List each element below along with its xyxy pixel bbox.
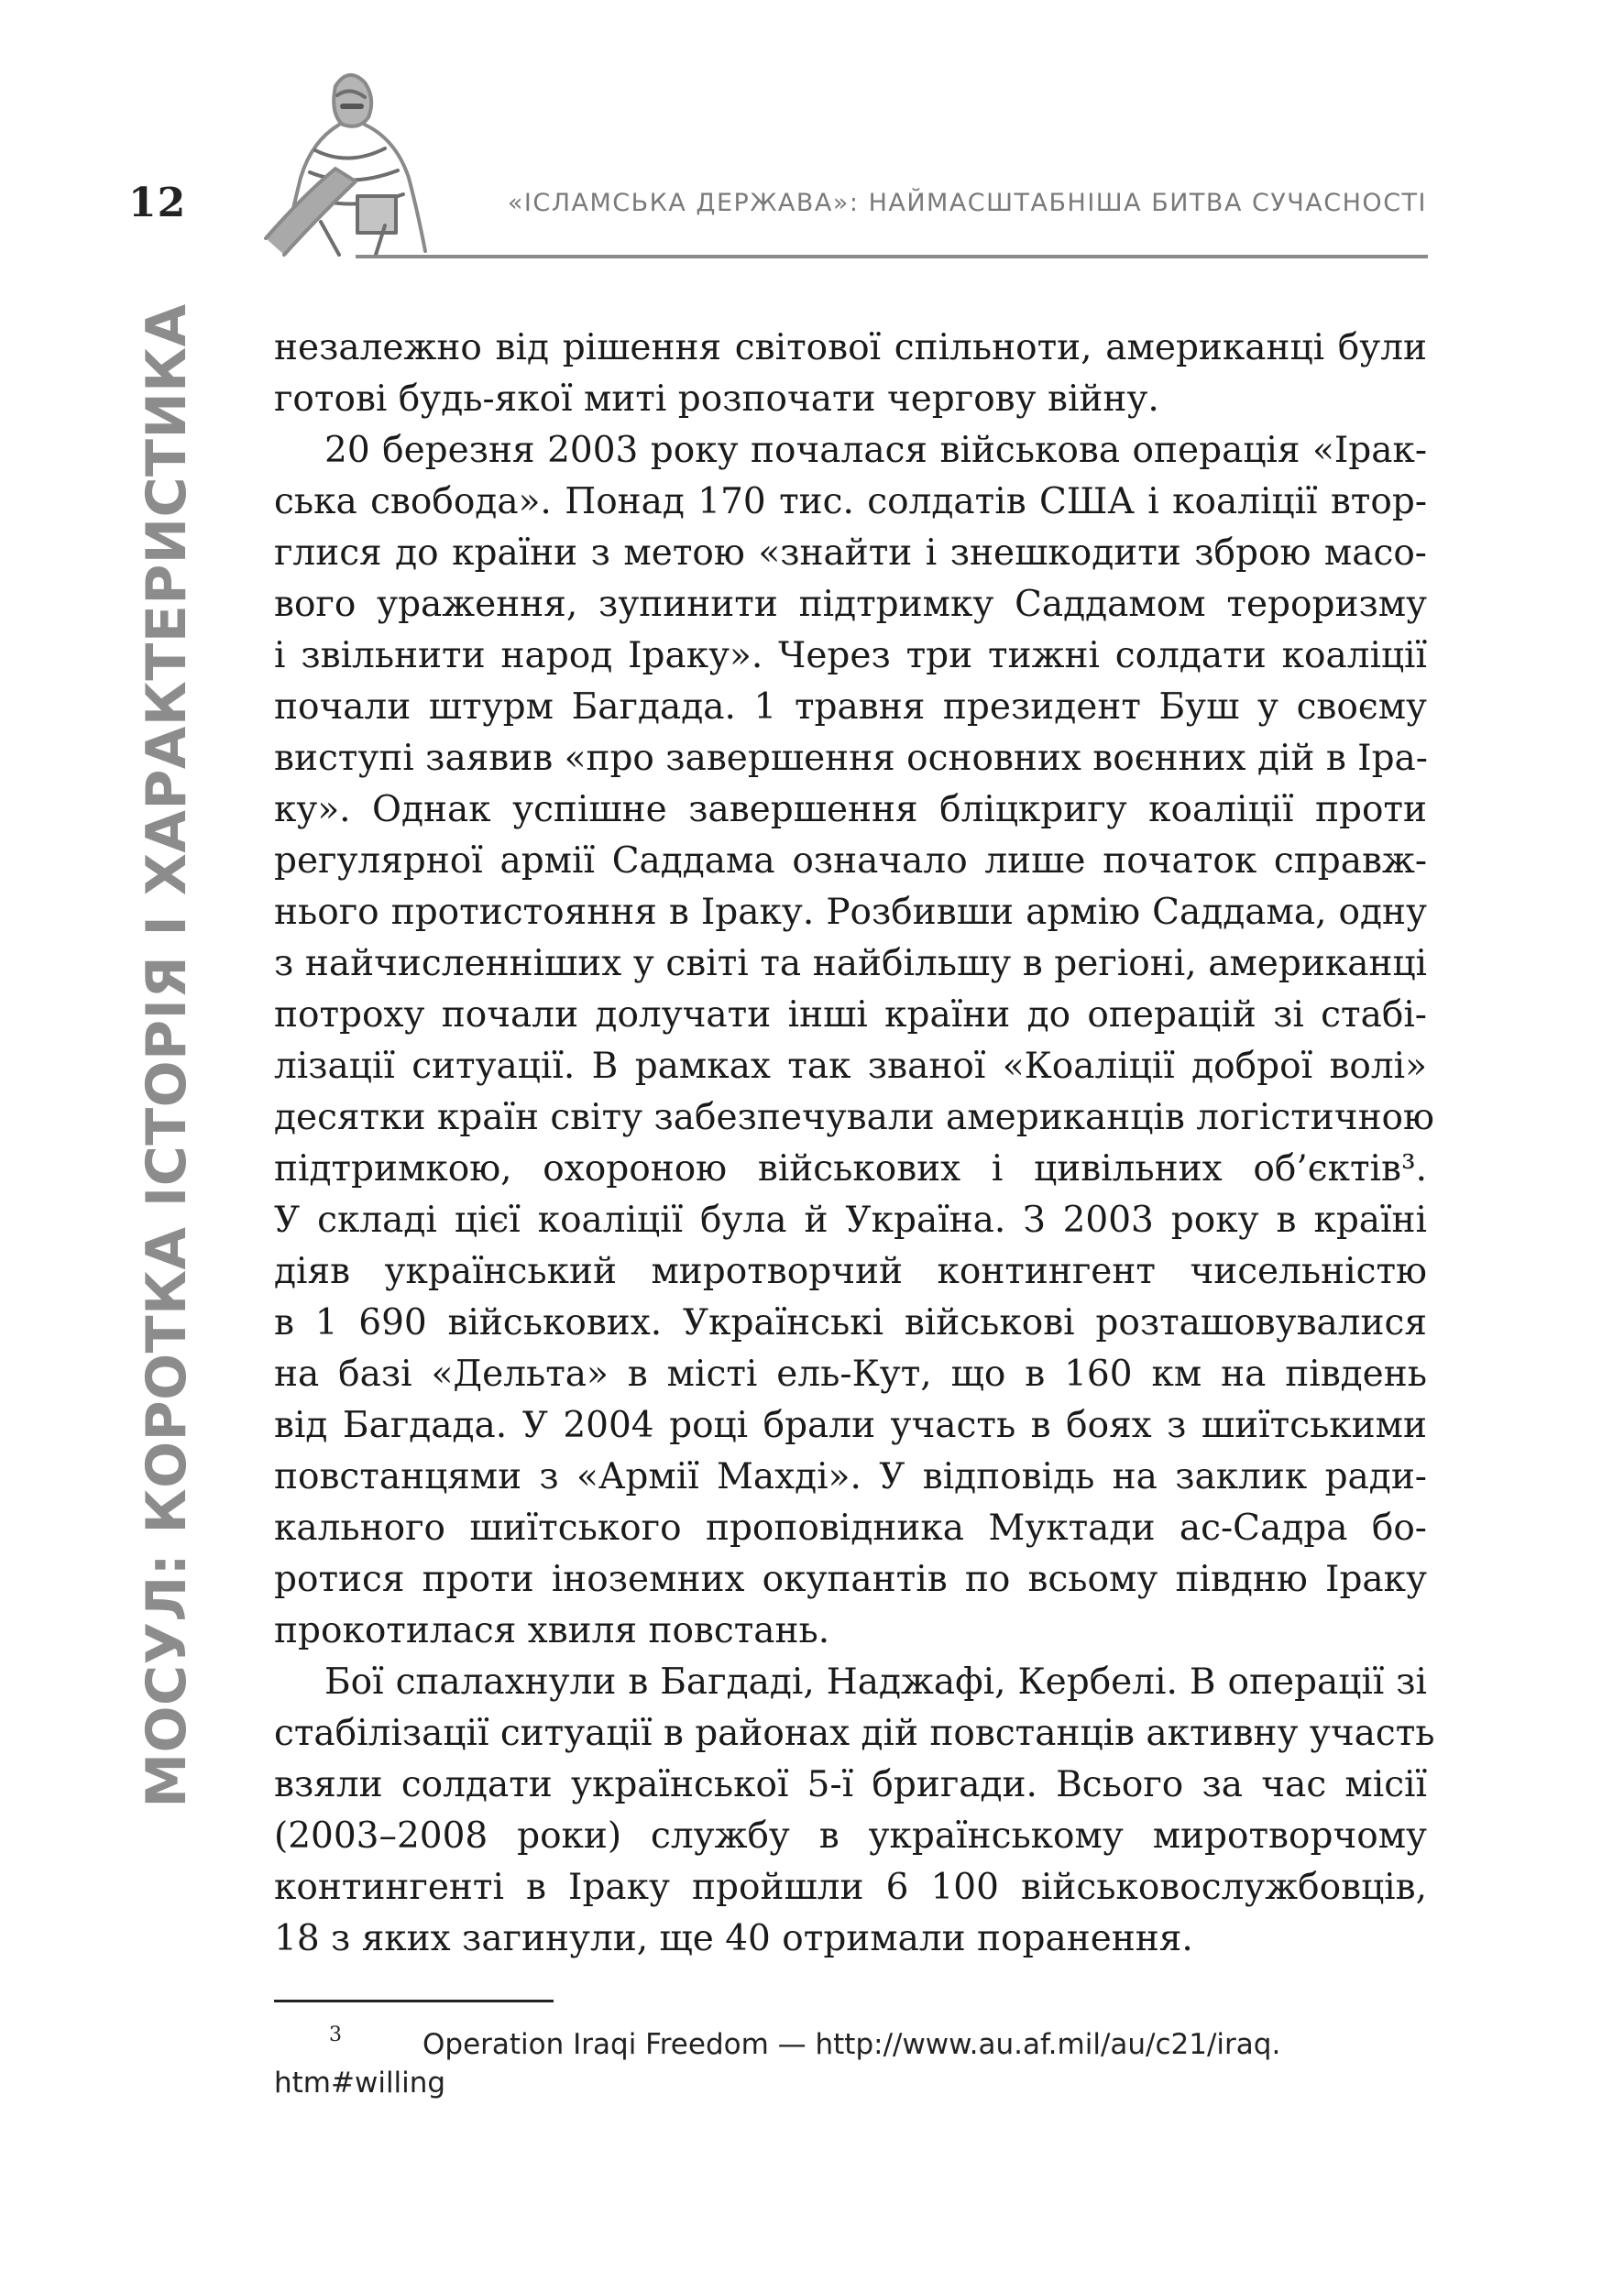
header-rule bbox=[356, 255, 1428, 258]
body-line: ська свобода». Понад 170 тис. солдатів США і коаліції втор- bbox=[274, 481, 1427, 522]
body-line: глися до країни з метою «знайти і знешкодити зброю масо- bbox=[274, 532, 1427, 574]
body-line: 18 з яких загинули, ще 40 отримали поранення. bbox=[274, 1918, 1193, 1959]
body-line: в 1 690 військових. Українські військові розташовувалися bbox=[274, 1302, 1427, 1343]
body-line: контингенті в Іраку пройшли 6 100 військовослужбовців, bbox=[274, 1867, 1427, 1908]
body-line: повстанцями з «Армії Махді». У відповідь на заклик ради- bbox=[274, 1456, 1427, 1497]
body-line: на базі «Дельта» в місті ель-Кут, що в 160 км на південь bbox=[274, 1354, 1427, 1395]
body-line: (2003–2008 роки) службу в українському миротворчому bbox=[274, 1815, 1427, 1857]
body-line: ку». Однак успішне завершення бліцкригу коаліції проти bbox=[274, 789, 1427, 830]
body-line: з найчисленніших у світі та найбільшу в регіоні, американці bbox=[274, 943, 1427, 984]
body-line: і звільнити народ Іраку». Через три тижні солдати коаліції bbox=[274, 635, 1427, 676]
body-line: вого ураження, зупинити підтримку Саддамом тероризму bbox=[274, 584, 1427, 625]
footnote-mark: 3 bbox=[329, 2023, 342, 2046]
footnote-text: Operation Iraqi Freedom — http://www.au.af.mil/au/c21/iraq. bbox=[422, 2028, 1281, 2061]
body-line: регулярної армії Саддама означало лише початок справж- bbox=[274, 840, 1427, 882]
body-line: взяли солдати української 5-ї бригади. Всього за час місії bbox=[274, 1764, 1427, 1805]
body-line: кального шиїтського проповідника Муктади ас-Садра бо- bbox=[274, 1508, 1427, 1549]
side-title-text: МОСУЛ: КОРОТКА ІСТОРІЯ І ХАРАКТЕРИСТИКА bbox=[135, 303, 199, 1808]
body-line: нього протистояння в Іраку. Розбивши армію Саддама, одну bbox=[274, 892, 1427, 933]
page-number: 12 bbox=[128, 180, 187, 226]
body-line: діяв український миротворчий контингент чисельністю bbox=[274, 1251, 1427, 1292]
body-line: лізації ситуації. В рамках так званої «Коаліції доброї волі» bbox=[274, 1046, 1427, 1087]
body-line: прокотилася хвиля повстань. bbox=[274, 1610, 830, 1651]
soldier-illustration bbox=[247, 59, 449, 260]
body-line: ротися проти іноземних окупантів по всьому півдню Іраку bbox=[274, 1559, 1427, 1600]
side-title-vertical bbox=[116, 303, 217, 1808]
body-line: 20 березня 2003 року почалася військова операція «Ірак- bbox=[324, 430, 1427, 471]
body-line: У складі цієї коаліції була й Україна. З 2003 року в країні bbox=[274, 1200, 1427, 1241]
footnote-rule bbox=[274, 2000, 554, 2002]
body-line: десятки країн світу забезпечували американців логістичною bbox=[274, 1097, 1434, 1138]
body-line: Бої спалахнули в Багдаді, Наджафі, Кербелі. В операції зі bbox=[324, 1661, 1427, 1703]
body-line: підтримкою, охороною військових і цивільних об’єктів³. bbox=[274, 1148, 1427, 1190]
body-line: виступі заявив «про завершення основних воєнних дій в Іра- bbox=[274, 738, 1428, 779]
body-line: потроху почали долучати інші країни до операцій зі стабі- bbox=[274, 994, 1427, 1036]
body-line: почали штурм Багдада. 1 травня президент Буш у своєму bbox=[274, 686, 1427, 728]
footnote-text-continued: htm#willing bbox=[274, 2067, 446, 2100]
body-line: від Багдада. У 2004 році брали участь в боях з шиїтськими bbox=[274, 1405, 1427, 1446]
body-line: стабілізації ситуації в районах дій повстанців активну участь bbox=[274, 1713, 1435, 1754]
running-head: «ІСЛАМСЬКА ДЕРЖАВА»: НАЙМАСШТАБНІША БИТВА СУЧАСНОСТІ bbox=[507, 189, 1427, 217]
body-line: готові будь-якої миті розпочати чергову війну. bbox=[274, 378, 1159, 420]
body-line: незалежно від рішення світової спільноти, американці були bbox=[274, 327, 1427, 368]
